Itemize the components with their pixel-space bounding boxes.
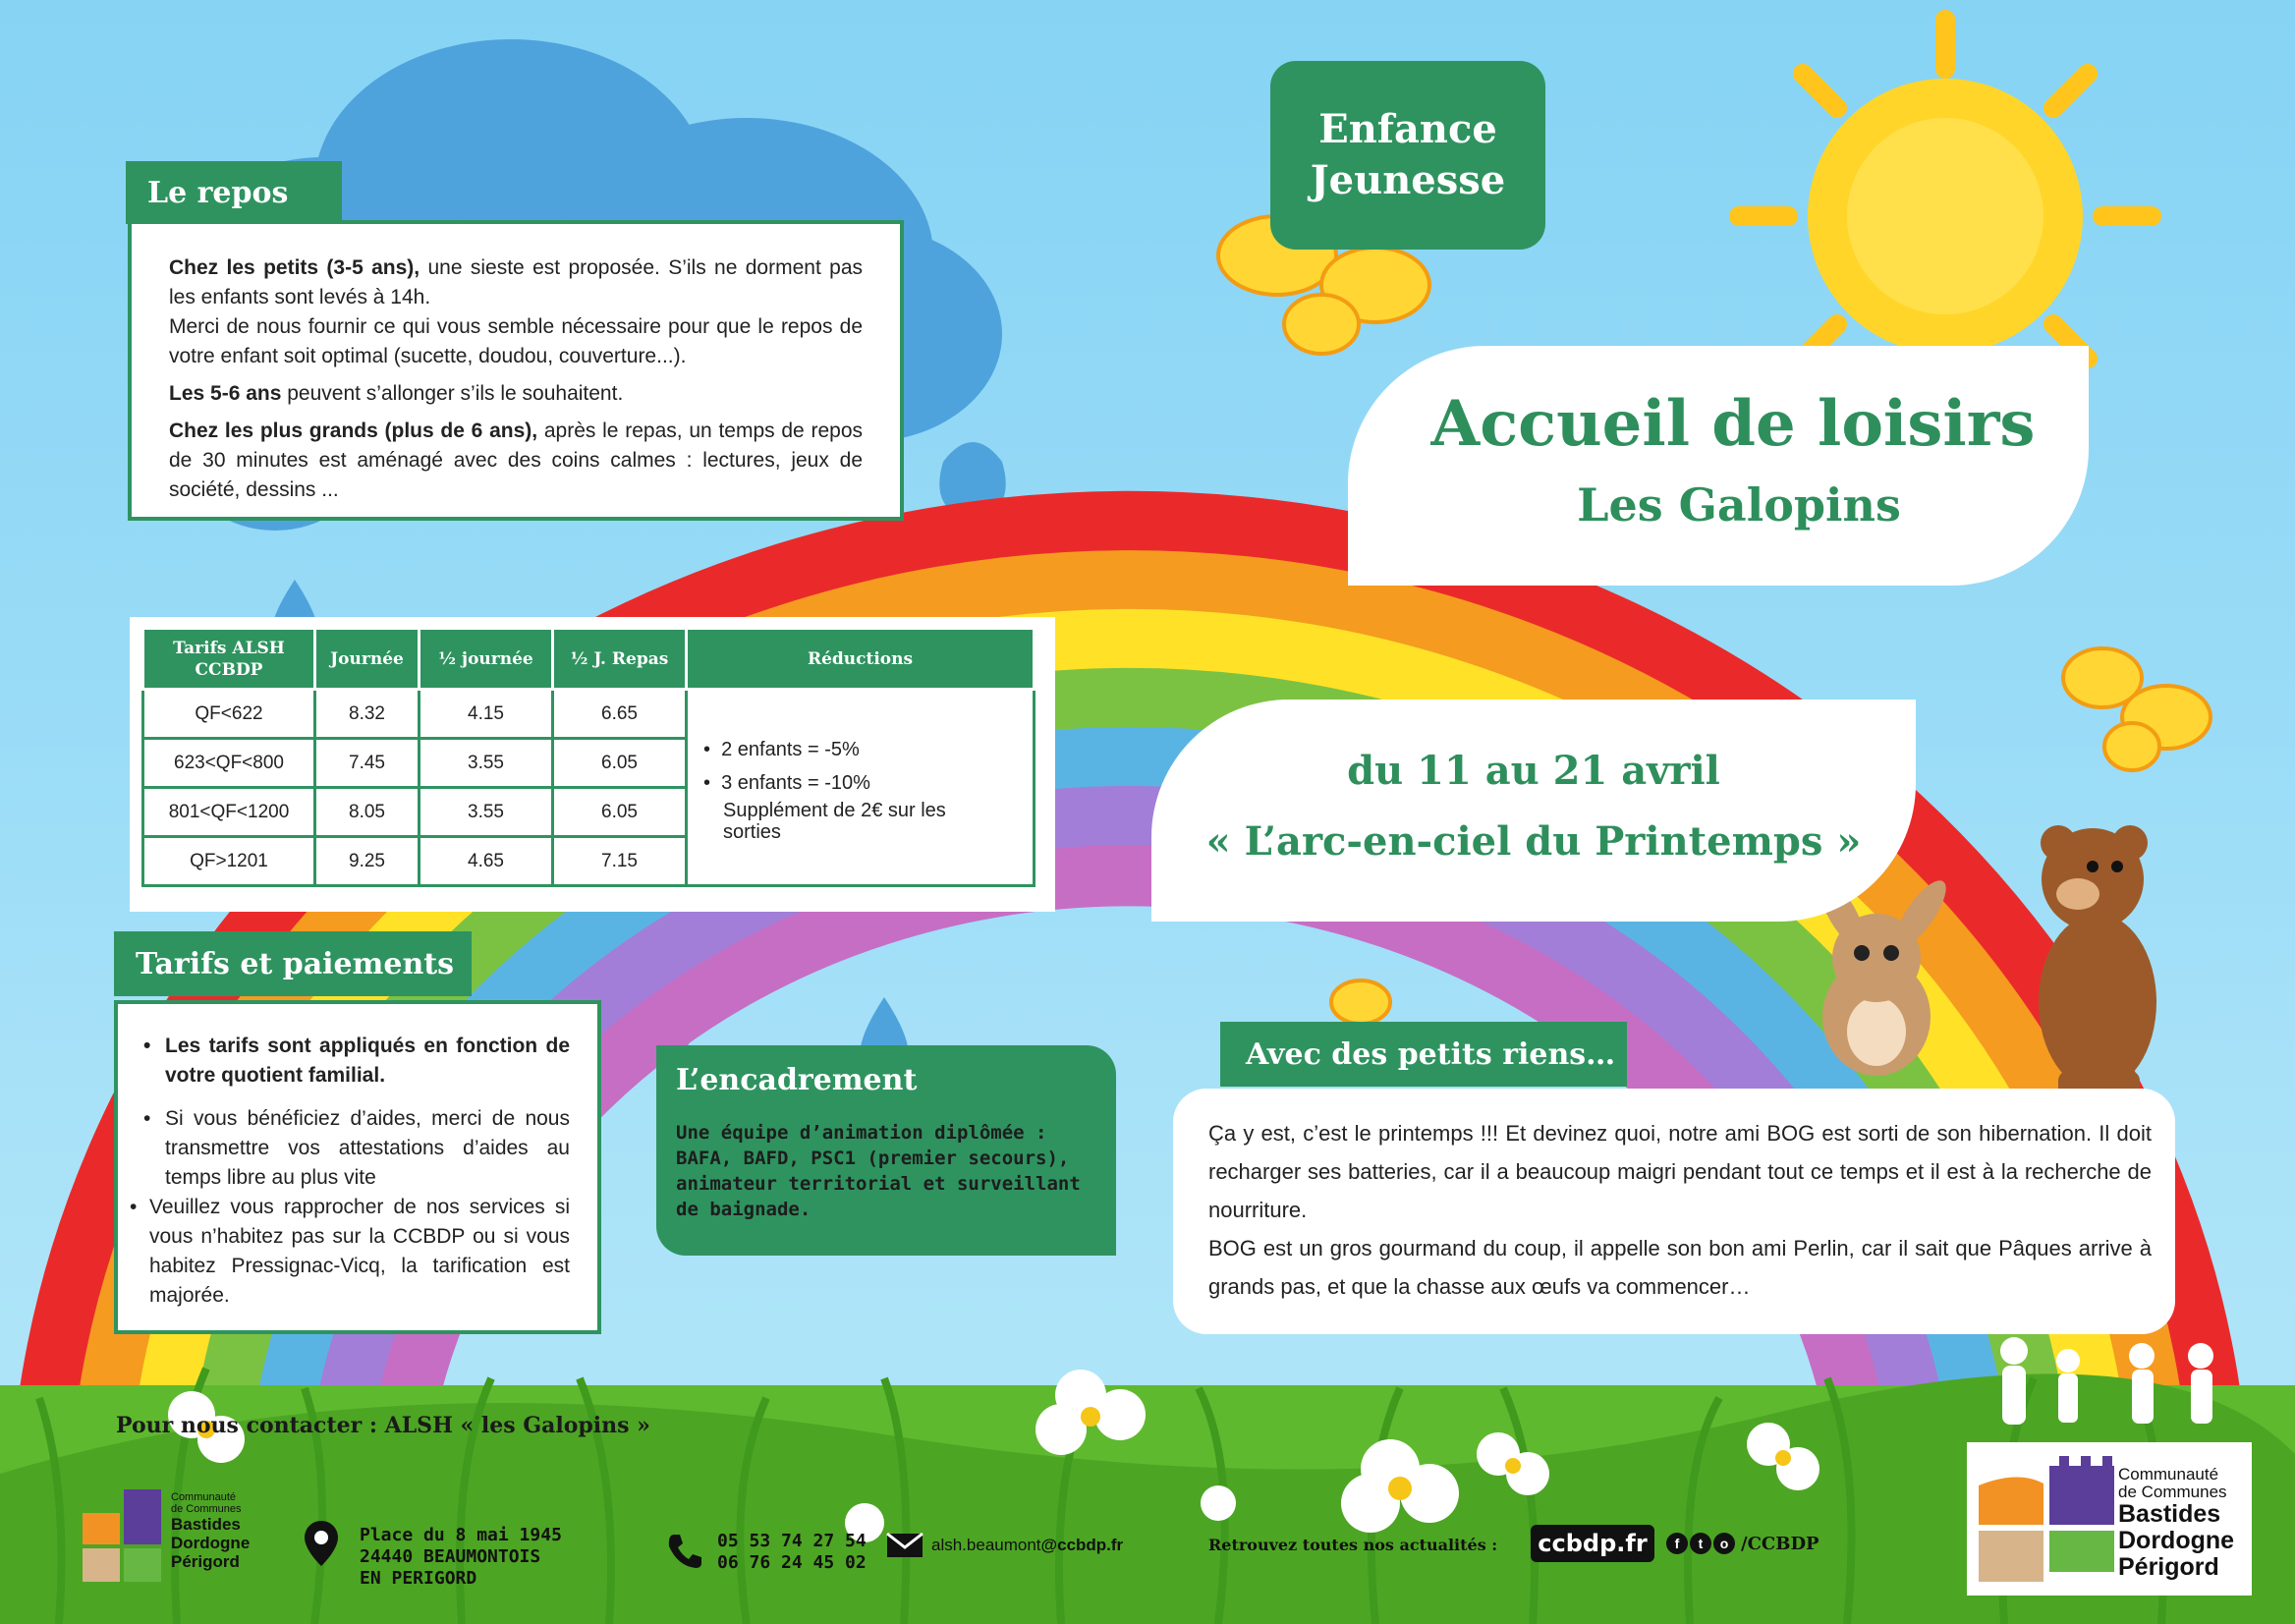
table-cell: 6.05 bbox=[553, 739, 687, 788]
phone-number-2[interactable]: 06 76 24 45 02 bbox=[717, 1552, 867, 1573]
table-cell: 8.05 bbox=[315, 788, 420, 837]
ccbdp-logo-small bbox=[83, 1489, 269, 1588]
dates-card bbox=[1151, 700, 1916, 922]
logo-text-small: Communauté de Communes Bastides Dordogne Périgord bbox=[171, 1491, 251, 1571]
table-row bbox=[143, 690, 1035, 739]
news-label: Retrouvez toutes nos actualités : bbox=[1208, 1536, 1498, 1554]
petits-riens-paragraph-1: Ça y est, c’est le printemps !!! Et devinez quoi, notre ami BOG est sorti de son hibernation. Il doit recharger ses batteries, car il a beaucoup maigri pendant tout ce temps et il est à la recherche de nourriture. bbox=[1208, 1121, 2152, 1222]
table-cell: 9.25 bbox=[315, 837, 420, 886]
encadrement-panel bbox=[656, 1045, 1116, 1256]
petits-riens-paragraph-2: BOG est un gros gourmand du coup, il appelle son bon ami Perlin, car il sait que Pâques arrive à grands pas, et que la chasse aux œufs va commencer… bbox=[1208, 1236, 2152, 1299]
badge-line-2: Jeunesse bbox=[1310, 157, 1506, 203]
repos-heading: Le repos bbox=[126, 161, 342, 224]
page-title: Accueil de loisirs bbox=[1430, 387, 2036, 461]
table-cell: 4.15 bbox=[420, 690, 553, 739]
contact-heading: Pour nous contacter : ALSH « les Galopins » bbox=[116, 1413, 650, 1438]
table-cell: 8.32 bbox=[315, 690, 420, 739]
instagram-icon[interactable]: o bbox=[1713, 1533, 1735, 1554]
email-link[interactable]: alsh.beaumont@ccbdp.fr bbox=[931, 1536, 1124, 1554]
repos-paragraph-2: Les 5-6 ans peuvent s’allonger s’ils le souhaitent. bbox=[169, 382, 624, 405]
page-subtitle: Les Galopins bbox=[1577, 478, 1901, 532]
theme-text: « L’arc-en-ciel du Printemps » bbox=[1205, 818, 1862, 865]
paiements-item: • Si vous bénéficiez d’aides, merci de nous transmettre vos attestations d’aides au temps libre au plus vite bbox=[143, 1107, 570, 1189]
petits-riens-panel bbox=[1173, 1089, 2175, 1334]
supplement-note: Supplément de 2€ sur les sorties bbox=[723, 799, 946, 843]
tarifs-table-header-row bbox=[143, 629, 1035, 690]
phone-number-1[interactable]: 05 53 74 27 54 bbox=[717, 1531, 867, 1551]
twitter-icon[interactable]: t bbox=[1690, 1533, 1711, 1554]
tarifs-header-cell: Journée bbox=[315, 629, 420, 690]
logo-mark-icon bbox=[83, 1489, 161, 1584]
table-cell: 7.15 bbox=[553, 837, 687, 886]
address-block: Place du 8 mai 1945 24440 BEAUMONTOIS EN PERIGORD bbox=[360, 1525, 562, 1589]
paiements-heading: Tarifs et paiements bbox=[114, 931, 472, 996]
reductions-cell bbox=[687, 690, 1035, 886]
table-cell: 801<QF<1200 bbox=[143, 788, 315, 837]
enfance-jeunesse-badge bbox=[1270, 61, 1545, 250]
table-cell: 7.45 bbox=[315, 739, 420, 788]
logo-text-large: Communauté de Communes Bastides Dordogne Périgord bbox=[2118, 1465, 2235, 1581]
reduction-item: • 2 enfants = -5% bbox=[703, 738, 860, 760]
badge-line-1: Enfance bbox=[1318, 106, 1497, 152]
table-cell: 6.05 bbox=[553, 788, 687, 837]
paiements-item: • Veuillez vous rapprocher de nos services si vous n’habitez pas sur la CCBDP ou si vous habitez Pressignac-Vicq, la tarification est majorée. bbox=[130, 1196, 570, 1307]
tarifs-header-cell: Réductions bbox=[687, 629, 1035, 690]
tarifs-header-cell: ½ J. Repas bbox=[553, 629, 687, 690]
paiements-panel bbox=[114, 1000, 601, 1334]
dates-text: du 11 au 21 avril bbox=[1347, 748, 1720, 794]
table-cell: 4.65 bbox=[420, 837, 553, 886]
table-cell: QF>1201 bbox=[143, 837, 315, 886]
encadrement-text: Une équipe d’animation diplômée : BAFA, BAFD, PSC1 (premier secours), animateur territorial et surveillant de baignade. bbox=[676, 1122, 1081, 1220]
title-card bbox=[1348, 346, 2089, 586]
ccbdp-logo-large bbox=[1967, 1442, 2252, 1596]
table-cell: 6.65 bbox=[553, 690, 687, 739]
repos-paragraph-3: Chez les plus grands (plus de 6 ans), après le repas, un temps de repos de 30 minutes est aménagé avec des coins calmes : lectures, jeux de société, dessins ... bbox=[169, 420, 864, 501]
table-cell: QF<622 bbox=[143, 690, 315, 739]
repos-paragraph-1: Chez les petits (3-5 ans), une sieste est proposée. S’ils ne dorment pas les enfants sont levés à 14h. Merci de nous fournir ce qui vous semble nécessaire pour que le repos de votre enfant soit optimal (sucette, doudou, couverture...). bbox=[169, 256, 864, 367]
table-cell: 3.55 bbox=[420, 739, 553, 788]
paiements-item: • Les tarifs sont appliqués en fonction de votre quotient familial. bbox=[143, 1035, 570, 1087]
repos-panel bbox=[128, 220, 904, 521]
table-cell: 3.55 bbox=[420, 788, 553, 837]
tarifs-header-cell: ½ journée bbox=[420, 629, 553, 690]
facebook-icon[interactable]: f bbox=[1666, 1533, 1688, 1554]
table-cell: 623<QF<800 bbox=[143, 739, 315, 788]
logo-mark-large-icon bbox=[1979, 1456, 2116, 1584]
location-pin-icon bbox=[305, 1521, 338, 1571]
petits-riens-heading: Avec des petits riens… bbox=[1220, 1022, 1627, 1087]
reduction-item: • 3 enfants = -10% bbox=[703, 771, 870, 794]
social-icons bbox=[1666, 1533, 1819, 1554]
website-button[interactable]: ccbdp.fr bbox=[1531, 1525, 1654, 1562]
phone-icon bbox=[666, 1533, 703, 1575]
encadrement-heading: L’encadrement bbox=[676, 1063, 918, 1097]
social-handle: /CCBDP bbox=[1741, 1533, 1819, 1554]
email-icon bbox=[886, 1533, 924, 1563]
phone-block bbox=[717, 1531, 867, 1574]
tarifs-table bbox=[141, 627, 1036, 887]
tarifs-header-cell: Tarifs ALSH CCBDP bbox=[143, 629, 315, 690]
